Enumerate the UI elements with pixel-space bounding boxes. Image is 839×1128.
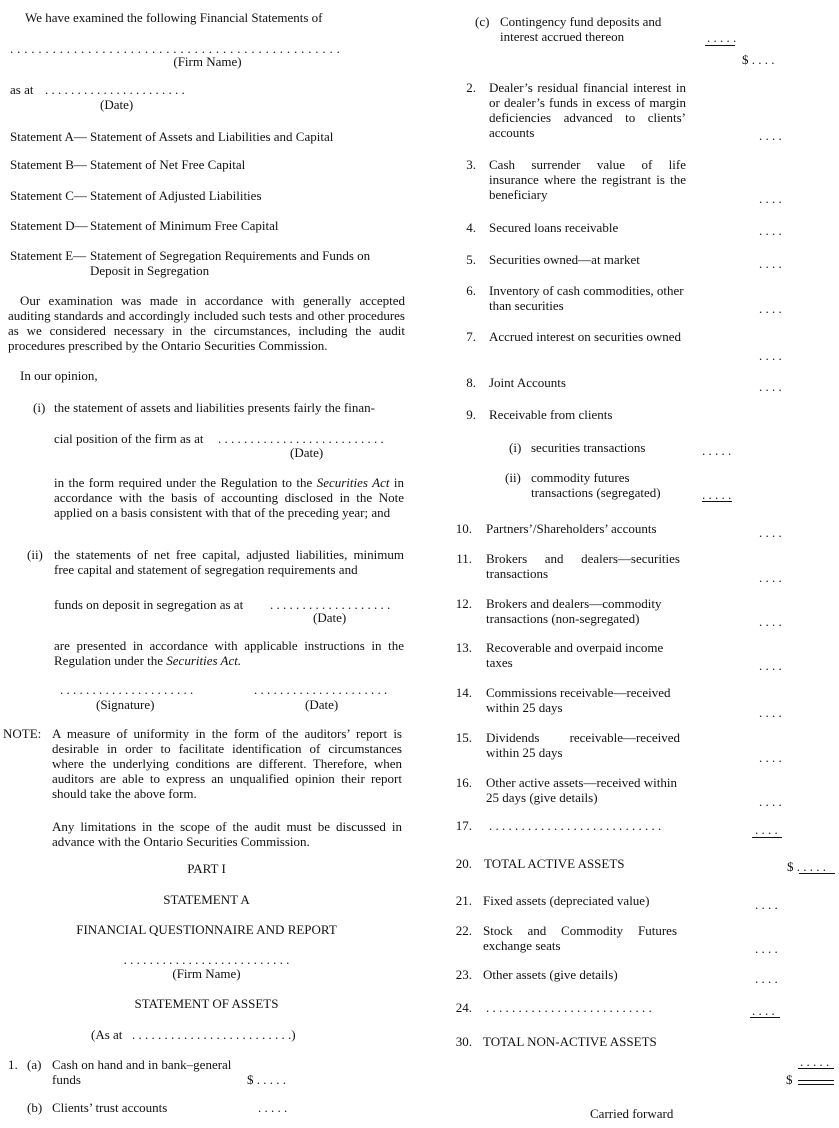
item-7-amount: . . . . bbox=[759, 348, 782, 363]
item-9ii-label: (ii) bbox=[505, 470, 521, 485]
item-15-number: 15. bbox=[455, 730, 472, 745]
opinion-i-paragraph bbox=[54, 475, 404, 520]
signature-blank: . . . . . . . . . . . . . . . . . . . . . bbox=[60, 682, 194, 697]
item-6-number: 6. bbox=[466, 283, 476, 298]
item-9i-amount: . . . . . bbox=[702, 443, 732, 458]
item-2-text: Dealer’s residual financial interest in or dealer’s funds in excess of margin deficiencies advanced to clients’ accounts bbox=[489, 80, 686, 140]
item-20-amount: $ . . . . . bbox=[787, 859, 826, 874]
item-1c-text: Contingency fund deposits and interest accrued thereon bbox=[500, 14, 662, 44]
final-dollar-sign: $ bbox=[786, 1072, 793, 1087]
statement-c-label: Statement C— bbox=[10, 188, 87, 203]
item-9ii-underline bbox=[702, 501, 732, 502]
item-13-text: Recoverable and overpaid income taxes bbox=[486, 640, 664, 670]
opinion-ii-date-caption: (Date) bbox=[313, 610, 347, 625]
item-11-amount: . . . . bbox=[759, 570, 782, 585]
item-4-text: Secured loans receivable bbox=[489, 220, 619, 235]
opinion-ii-line1: the statements of net free capital, adjusted liabilities, minimum free capital and statement of segregation requirements and bbox=[54, 547, 404, 577]
note-label: NOTE: bbox=[3, 726, 42, 741]
item-17-underline bbox=[752, 837, 782, 838]
final-underline bbox=[798, 1068, 834, 1069]
firm-name-caption-2: (Firm Name) bbox=[172, 966, 241, 981]
item-4-number: 4. bbox=[466, 220, 476, 235]
opinion-i-number: (i) bbox=[33, 400, 46, 415]
item-22-amount: . . . . bbox=[755, 941, 778, 956]
statement-d-text: Statement of Minimum Free Capital bbox=[90, 218, 279, 233]
statement-c-text: Statement of Adjusted Liabilities bbox=[90, 188, 262, 203]
item-12-text: Brokers and dealers—commodity transactions (non-segregated) bbox=[486, 596, 662, 626]
item-16-text: Other active assets—received within 25 days (give details) bbox=[486, 775, 677, 805]
item-17-amount: . . . . bbox=[755, 822, 778, 837]
item-11-text: Brokers and dealers—securities transactions bbox=[486, 551, 680, 581]
signature-date-blank: . . . . . . . . . . . . . . . . . . . . . bbox=[254, 682, 388, 697]
item-11-number: 11. bbox=[456, 551, 472, 566]
item-20-text: TOTAL ACTIVE ASSETS bbox=[484, 856, 625, 871]
firm-name-blank: . . . . . . . . . . . . . . . . . . . . . . . . . . . . . . . . . . . . . . . . . . . . . . . bbox=[10, 41, 341, 56]
firm-name-blank-2: . . . . . . . . . . . . . . . . . . . . . . . . . . bbox=[123, 952, 290, 967]
item-3-text: Cash surrender value of life insurance where the registrant is the beneficiary bbox=[489, 157, 686, 202]
item-10-amount: . . . . bbox=[759, 525, 782, 540]
opinion-ii-text: are presented in accordance with applicable instructions in the Regulation under the bbox=[54, 638, 404, 668]
opinion-ii-paragraph bbox=[54, 638, 404, 668]
date-caption: (Date) bbox=[100, 97, 134, 112]
item-1a-amount: $ . . . . . bbox=[247, 1072, 286, 1087]
signature-caption: (Signature) bbox=[96, 697, 155, 712]
item-2-number: 2. bbox=[466, 80, 476, 95]
item-23-amount: . . . . bbox=[755, 971, 778, 986]
item-12-amount: . . . . bbox=[759, 614, 782, 629]
item-20-number: 20. bbox=[455, 856, 472, 871]
item-9-number: 9. bbox=[466, 407, 476, 422]
item-24-text: . . . . . . . . . . . . . . . . . . . . . . . . . . bbox=[486, 1000, 652, 1015]
opinion-i-line2: cial position of the firm as at bbox=[54, 431, 204, 446]
item-21-number: 21. bbox=[455, 893, 472, 908]
item-24-number: 24. bbox=[455, 1000, 472, 1015]
opinion-i-text-b: in accordance with the basis of accounting disclosed in the Note applied on a basis consistent with that of the preceding year; and bbox=[54, 475, 404, 520]
firm-name-caption: (Firm Name) bbox=[173, 54, 242, 69]
item-5-text: Securities owned—at market bbox=[489, 252, 640, 267]
item-6-text: Inventory of cash commodities, other than securities bbox=[489, 283, 684, 313]
statement-b-text: Statement of Net Free Capital bbox=[90, 157, 246, 172]
item-1-number: 1. bbox=[8, 1057, 18, 1072]
intro-text: We have examined the following Financial Statements of bbox=[25, 10, 323, 25]
opinion-heading: In our opinion, bbox=[20, 368, 98, 383]
note-text-2: Any limitations in the scope of the audit must be discussed in advance with the Ontario Securities Commission. bbox=[52, 819, 402, 849]
statement-a-heading: STATEMENT A bbox=[163, 892, 250, 907]
item-7-text: Accrued interest on securities owned bbox=[489, 329, 682, 344]
item-14-number: 14. bbox=[455, 685, 472, 700]
item-1a-label: (a) bbox=[27, 1057, 42, 1072]
item-16-number: 16. bbox=[455, 775, 472, 790]
item-14-text: Commissions receivable—received within 25 days bbox=[486, 685, 671, 715]
item-9ii-text: commodity futures transactions (segregated) bbox=[531, 470, 661, 500]
securities-act-italic: Securities Act bbox=[316, 475, 390, 490]
item-9ii-amount: . . . . . bbox=[702, 487, 732, 502]
item-1a-text: Cash on hand and in bank–general funds bbox=[52, 1057, 232, 1087]
item-24-amount: . . . . bbox=[752, 1003, 775, 1018]
item-8-text: Joint Accounts bbox=[489, 375, 566, 390]
opinion-i-text-a: in the form required under the Regulation to the bbox=[54, 475, 317, 490]
item-9-text: Receivable from clients bbox=[489, 407, 613, 422]
item-14-amount: . . . . bbox=[759, 705, 782, 720]
item-15-text: Dividends receivable—received within 25 days bbox=[486, 730, 680, 760]
item-3-number: 3. bbox=[466, 157, 476, 172]
statement-b-label: Statement B— bbox=[10, 157, 87, 172]
item-17-number: 17. bbox=[455, 818, 472, 833]
item-22-number: 22. bbox=[455, 923, 472, 938]
as-at-label: as at bbox=[10, 82, 34, 97]
item-30-number: 30. bbox=[455, 1034, 472, 1049]
item-20-underline bbox=[799, 873, 835, 874]
statement-a-text: Statement of Assets and Liabilities and Capital bbox=[90, 129, 334, 144]
item-30-text: TOTAL NON-ACTIVE ASSETS bbox=[483, 1034, 657, 1049]
item-17-text: . . . . . . . . . . . . . . . . . . . . . . . . . . . bbox=[489, 818, 662, 833]
item-1b-amount: . . . . . bbox=[258, 1100, 288, 1115]
item-21-text: Fixed assets (depreciated value) bbox=[483, 893, 650, 908]
item-24-underline bbox=[750, 1017, 780, 1018]
opinion-i-date-blank: . . . . . . . . . . . . . . . . . . . . . . . . . . bbox=[218, 431, 384, 446]
statement-e-label: Statement E— bbox=[10, 248, 87, 263]
item-23-number: 23. bbox=[455, 967, 472, 982]
opinion-ii-date-blank: . . . . . . . . . . . . . . . . . . . bbox=[270, 597, 391, 612]
final-double-underline-top bbox=[798, 1080, 834, 1081]
questionnaire-heading: FINANCIAL QUESTIONNAIRE AND REPORT bbox=[76, 922, 337, 937]
item-2-amount: . . . . bbox=[759, 128, 782, 143]
item-3-amount: . . . . bbox=[759, 191, 782, 206]
final-amount-dots: . . . . . bbox=[800, 1054, 830, 1069]
statement-d-label: Statement D— bbox=[10, 218, 88, 233]
item-4-amount: . . . . bbox=[759, 223, 782, 238]
note-text: A measure of uniformity in the form of the auditors’ report is desirable in order to facilitate identification of circumstances where the underlying conditions are different. Therefore, when auditors are able to express an unqualified opinion their report should take the above form. bbox=[52, 726, 402, 801]
opinion-ii-number: (ii) bbox=[27, 547, 43, 562]
item-1b-label: (b) bbox=[27, 1100, 43, 1115]
item-12-number: 12. bbox=[455, 596, 472, 611]
final-double-underline-bottom bbox=[798, 1084, 834, 1085]
item-9i-text: securities transactions bbox=[531, 440, 646, 455]
item-1-total: $ . . . . bbox=[742, 52, 775, 67]
statement-e-text: Statement of Segregation Requirements and Funds on Deposit in Segregation bbox=[90, 248, 371, 278]
item-1c-amount: . . . . . bbox=[707, 30, 737, 45]
securities-act-end-italic: Securities Act. bbox=[166, 653, 242, 668]
item-13-number: 13. bbox=[455, 640, 472, 655]
item-16-amount: . . . . bbox=[759, 794, 782, 809]
opinion-ii-line2: funds on deposit in segregation as at bbox=[54, 597, 244, 612]
as-at-open: (As at bbox=[91, 1027, 123, 1042]
item-15-amount: . . . . bbox=[759, 750, 782, 765]
item-22-text: Stock and Commodity Futures exchange seats bbox=[483, 923, 677, 953]
examination-paragraph: Our examination was made in accordance with generally accepted auditing standards and accordingly included such tests and other procedures as we considered necessary in the circumstances, including the audit procedures prescribed by the Ontario Securities Commission. bbox=[8, 293, 405, 353]
item-7-number: 7. bbox=[466, 329, 476, 344]
item-10-number: 10. bbox=[455, 521, 472, 536]
item-21-amount: . . . . bbox=[755, 897, 778, 912]
opinion-i-date-caption: (Date) bbox=[290, 445, 324, 460]
signature-date-caption: (Date) bbox=[305, 697, 339, 712]
item-1c-label: (c) bbox=[475, 14, 490, 29]
as-at-blank: . . . . . . . . . . . . . . . . . . . . . . . . .) bbox=[132, 1027, 296, 1042]
item-5-number: 5. bbox=[466, 252, 476, 267]
item-1c-underline bbox=[705, 45, 735, 46]
part-heading: PART I bbox=[187, 861, 226, 876]
date-blank: . . . . . . . . . . . . . . . . . . . . . . bbox=[45, 82, 185, 97]
statement-of-assets-heading: STATEMENT OF ASSETS bbox=[134, 996, 279, 1011]
item-8-amount: . . . . bbox=[759, 379, 782, 394]
item-23-text: Other assets (give details) bbox=[483, 967, 618, 982]
opinion-i-line1: the statement of assets and liabilities presents fairly the finan- bbox=[54, 400, 375, 415]
carried-forward: Carried forward bbox=[590, 1106, 674, 1121]
item-8-number: 8. bbox=[466, 375, 476, 390]
item-6-amount: . . . . bbox=[759, 301, 782, 316]
item-13-amount: . . . . bbox=[759, 658, 782, 673]
item-9i-label: (i) bbox=[509, 440, 522, 455]
statement-a-label: Statement A— bbox=[10, 129, 87, 144]
item-5-amount: . . . . bbox=[759, 256, 782, 271]
item-10-text: Partners’/Shareholders’ accounts bbox=[486, 521, 657, 536]
item-1b-text: Clients’ trust accounts bbox=[52, 1100, 168, 1115]
